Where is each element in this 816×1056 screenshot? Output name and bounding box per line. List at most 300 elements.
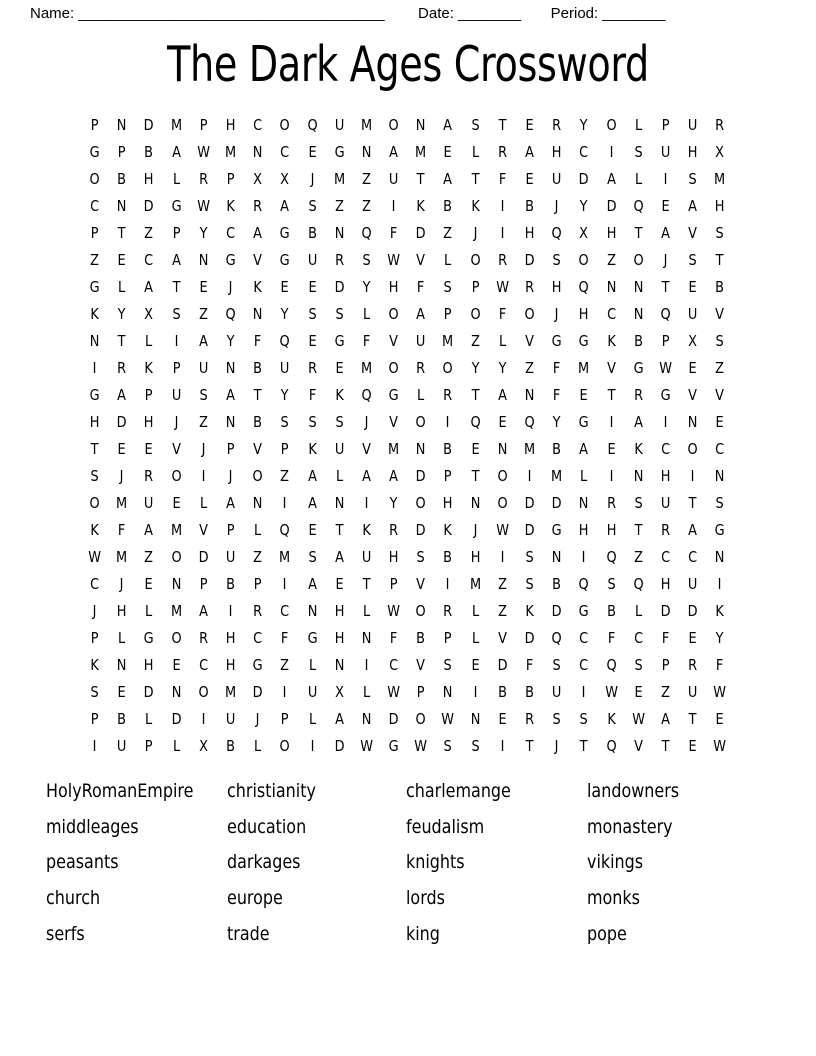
grid-letter[interactable]: O	[578, 251, 590, 269]
grid-letter[interactable]: Q	[524, 413, 535, 431]
grid-letter[interactable]: S	[172, 305, 181, 323]
grid-letter[interactable]: K	[307, 440, 317, 458]
grid-letter[interactable]: S	[443, 737, 453, 755]
word-bank-item[interactable]: church	[46, 887, 101, 910]
grid-letter[interactable]: N	[361, 143, 372, 161]
grid-letter[interactable]: T	[688, 494, 697, 512]
grid-letter[interactable]: R	[416, 359, 426, 377]
grid-letter[interactable]: P	[444, 467, 452, 485]
grid-letter[interactable]: U	[687, 575, 698, 593]
grid-letter[interactable]: N	[89, 332, 100, 350]
grid-letter[interactable]: L	[172, 737, 180, 755]
grid-letter[interactable]: T	[634, 224, 643, 242]
grid-letter[interactable]: B	[552, 440, 562, 458]
grid-letter[interactable]: P	[199, 575, 208, 593]
grid-letter[interactable]: O	[415, 710, 426, 728]
grid-letter[interactable]: A	[144, 521, 154, 539]
grid-letter[interactable]: D	[524, 629, 535, 647]
grid-letter[interactable]: H	[715, 197, 725, 215]
grid-letter[interactable]: G	[252, 656, 263, 674]
word-bank-item[interactable]: monks	[587, 887, 640, 910]
grid-letter[interactable]: J	[663, 251, 668, 269]
grid-letter[interactable]: E	[172, 656, 181, 674]
grid-letter[interactable]: A	[497, 386, 507, 404]
grid-letter[interactable]: P	[172, 359, 181, 377]
grid-letter[interactable]: F	[362, 332, 371, 350]
grid-letter[interactable]: U	[687, 116, 698, 134]
grid-letter[interactable]: P	[145, 737, 153, 755]
word-bank-item[interactable]: christianity	[227, 780, 316, 802]
grid-letter[interactable]: S	[307, 413, 317, 431]
grid-letter[interactable]: C	[280, 602, 290, 620]
grid-letter[interactable]: H	[388, 278, 399, 296]
grid-letter[interactable]: E	[144, 440, 154, 458]
grid-letter[interactable]: A	[307, 575, 317, 593]
grid-letter[interactable]: S	[715, 224, 725, 242]
grid-letter[interactable]: C	[579, 143, 589, 161]
grid-letter[interactable]: C	[90, 197, 100, 215]
grid-letter[interactable]: X	[198, 737, 208, 755]
grid-letter[interactable]: F	[389, 224, 398, 242]
grid-letter[interactable]: W	[713, 737, 727, 755]
grid-letter[interactable]: U	[225, 548, 236, 566]
grid-letter[interactable]: E	[172, 494, 181, 512]
grid-letter[interactable]: W	[196, 197, 210, 215]
grid-letter[interactable]: I	[92, 737, 97, 755]
grid-letter[interactable]: J	[473, 521, 478, 539]
grid-letter[interactable]: A	[198, 602, 208, 620]
grid-letter[interactable]: G	[714, 521, 725, 539]
grid-letter[interactable]: N	[307, 602, 317, 620]
grid-letter[interactable]: H	[660, 575, 671, 593]
grid-letter[interactable]: G	[578, 413, 589, 431]
grid-letter[interactable]: P	[90, 710, 99, 728]
grid-letter[interactable]: E	[308, 143, 317, 161]
grid-letter[interactable]: G	[334, 332, 345, 350]
grid-letter[interactable]: S	[471, 116, 480, 134]
grid-letter[interactable]: L	[362, 602, 371, 620]
grid-letter[interactable]: O	[497, 467, 508, 485]
grid-letter[interactable]: H	[89, 413, 100, 431]
grid-letter[interactable]: W	[387, 683, 401, 701]
grid-letter[interactable]: C	[389, 656, 399, 674]
grid-letter[interactable]: Y	[580, 116, 588, 134]
grid-letter[interactable]: S	[688, 251, 697, 269]
grid-letter[interactable]: H	[334, 602, 345, 620]
grid-letter[interactable]: U	[307, 683, 317, 701]
grid-letter[interactable]: V	[253, 251, 263, 269]
grid-letter[interactable]: V	[606, 359, 616, 377]
grid-letter[interactable]: B	[253, 413, 263, 431]
grid-letter[interactable]: S	[90, 683, 99, 701]
grid-letter[interactable]: M	[388, 440, 400, 458]
grid-letter[interactable]: O	[171, 629, 182, 647]
grid-letter[interactable]: A	[688, 197, 698, 215]
grid-letter[interactable]: X	[334, 683, 344, 701]
grid-letter[interactable]: I	[310, 737, 315, 755]
grid-letter[interactable]: H	[116, 602, 127, 620]
grid-letter[interactable]: Z	[497, 575, 507, 593]
grid-letter[interactable]: C	[579, 656, 589, 674]
grid-letter[interactable]: A	[416, 305, 426, 323]
grid-letter[interactable]: G	[89, 278, 100, 296]
grid-letter[interactable]: R	[198, 629, 208, 647]
grid-letter[interactable]: B	[525, 683, 535, 701]
grid-letter[interactable]: C	[90, 575, 100, 593]
grid-letter[interactable]: N	[416, 440, 426, 458]
grid-letter[interactable]: D	[524, 521, 535, 539]
grid-letter[interactable]: A	[389, 143, 399, 161]
grid-letter[interactable]: E	[688, 359, 697, 377]
grid-letter[interactable]: T	[607, 386, 616, 404]
grid-letter[interactable]: N	[171, 575, 181, 593]
grid-letter[interactable]: E	[634, 683, 643, 701]
grid-letter[interactable]: A	[198, 332, 208, 350]
grid-letter[interactable]: D	[415, 467, 426, 485]
grid-letter[interactable]: O	[470, 251, 481, 269]
grid-letter[interactable]: Z	[497, 602, 507, 620]
grid-letter[interactable]: C	[226, 224, 236, 242]
grid-letter[interactable]: B	[253, 359, 263, 377]
grid-letter[interactable]: C	[144, 251, 154, 269]
grid-letter[interactable]: E	[607, 440, 616, 458]
word-bank-item[interactable]: vikings	[587, 851, 644, 874]
grid-letter[interactable]: A	[171, 251, 181, 269]
grid-letter[interactable]: E	[688, 278, 697, 296]
grid-letter[interactable]: P	[172, 224, 181, 242]
grid-letter[interactable]: O	[171, 548, 182, 566]
grid-letter[interactable]: T	[525, 737, 534, 755]
grid-letter[interactable]: B	[226, 737, 235, 755]
grid-letter[interactable]: C	[633, 629, 643, 647]
grid-letter[interactable]: R	[307, 359, 317, 377]
grid-letter[interactable]: B	[226, 575, 235, 593]
grid-letter[interactable]: L	[417, 386, 425, 404]
grid-letter[interactable]: I	[609, 413, 614, 431]
grid-letter[interactable]: L	[362, 683, 371, 701]
grid-letter[interactable]: E	[498, 710, 507, 728]
grid-letter[interactable]: I	[282, 575, 287, 593]
grid-letter[interactable]: U	[361, 548, 372, 566]
grid-letter[interactable]: Z	[90, 251, 100, 269]
grid-letter[interactable]: C	[280, 143, 290, 161]
word-bank-item[interactable]: europe	[227, 887, 283, 910]
grid-letter[interactable]: T	[471, 170, 480, 188]
grid-letter[interactable]: M	[116, 548, 128, 566]
grid-letter[interactable]: E	[471, 440, 480, 458]
grid-letter[interactable]: I	[582, 548, 586, 566]
grid-letter[interactable]: L	[145, 602, 153, 620]
grid-letter[interactable]: N	[470, 710, 481, 728]
grid-letter[interactable]: E	[144, 575, 154, 593]
word-bank-item[interactable]: charlemange	[406, 780, 511, 802]
grid-letter[interactable]: G	[388, 737, 399, 755]
grid-letter[interactable]: B	[117, 710, 127, 728]
grid-letter[interactable]: E	[308, 332, 317, 350]
grid-letter[interactable]: U	[660, 494, 671, 512]
word-bank-item[interactable]: HolyRomanEmpire	[46, 780, 194, 802]
grid-letter[interactable]: H	[579, 305, 589, 323]
grid-letter[interactable]: P	[253, 575, 262, 593]
grid-letter[interactable]: S	[471, 737, 480, 755]
grid-letter[interactable]: I	[228, 602, 233, 620]
grid-letter[interactable]: Y	[362, 278, 371, 296]
grid-letter[interactable]: B	[144, 143, 154, 161]
grid-letter[interactable]: W	[88, 548, 101, 566]
grid-letter[interactable]: V	[416, 575, 426, 593]
grid-letter[interactable]: M	[116, 494, 128, 512]
grid-letter[interactable]: I	[282, 683, 287, 701]
grid-letter[interactable]: X	[715, 143, 725, 161]
grid-letter[interactable]: G	[334, 143, 345, 161]
grid-letter[interactable]: Z	[253, 548, 263, 566]
grid-letter[interactable]: H	[524, 224, 535, 242]
grid-letter[interactable]: A	[443, 116, 453, 134]
grid-letter[interactable]: H	[606, 224, 617, 242]
grid-letter[interactable]: B	[552, 575, 562, 593]
grid-letter[interactable]: S	[307, 197, 317, 215]
grid-letter[interactable]: P	[90, 224, 99, 242]
grid-letter[interactable]: L	[444, 251, 452, 269]
grid-letter[interactable]: J	[554, 737, 559, 755]
grid-letter[interactable]: D	[388, 710, 399, 728]
grid-letter[interactable]: I	[663, 170, 668, 188]
grid-letter[interactable]: Z	[633, 548, 643, 566]
grid-letter[interactable]: N	[606, 278, 616, 296]
name-write-in-rule[interactable]: _______________________________________	[78, 4, 385, 22]
grid-letter[interactable]: L	[580, 467, 588, 485]
grid-letter[interactable]: E	[308, 278, 317, 296]
grid-letter[interactable]: L	[118, 278, 126, 296]
word-bank-item[interactable]: feudalism	[406, 815, 485, 838]
grid-letter[interactable]: R	[497, 251, 507, 269]
grid-letter[interactable]: U	[552, 170, 562, 188]
grid-letter[interactable]: E	[335, 575, 344, 593]
grid-letter[interactable]: U	[687, 683, 698, 701]
grid-letter[interactable]: N	[334, 656, 345, 674]
grid-letter[interactable]: R	[661, 521, 671, 539]
grid-letter[interactable]: H	[225, 116, 236, 134]
grid-letter[interactable]: I	[473, 683, 478, 701]
grid-letter[interactable]: S	[525, 548, 534, 566]
grid-letter[interactable]: O	[633, 251, 644, 269]
grid-letter[interactable]: Z	[198, 305, 208, 323]
grid-letter[interactable]: M	[360, 116, 373, 134]
grid-letter[interactable]: M	[224, 683, 237, 701]
grid-letter[interactable]: S	[335, 305, 344, 323]
grid-letter[interactable]: L	[362, 305, 371, 323]
grid-letter[interactable]: O	[279, 737, 290, 755]
grid-letter[interactable]: R	[633, 386, 643, 404]
grid-letter[interactable]: K	[144, 359, 154, 377]
grid-letter[interactable]: X	[688, 332, 698, 350]
grid-letter[interactable]: Q	[606, 548, 617, 566]
grid-letter[interactable]: P	[226, 440, 235, 458]
grid-letter[interactable]: N	[524, 386, 535, 404]
grid-letter[interactable]: R	[253, 197, 263, 215]
grid-letter[interactable]: Q	[307, 116, 318, 134]
grid-letter[interactable]: Q	[578, 575, 590, 593]
grid-letter[interactable]: S	[90, 467, 99, 485]
grid-letter[interactable]: I	[500, 197, 505, 215]
grid-letter[interactable]: W	[496, 278, 509, 296]
grid-letter[interactable]: M	[333, 170, 345, 188]
grid-letter[interactable]: P	[661, 656, 670, 674]
grid-letter[interactable]: Y	[552, 413, 561, 431]
grid-letter[interactable]: I	[282, 494, 287, 512]
grid-letter[interactable]: A	[226, 494, 235, 512]
grid-letter[interactable]: F	[281, 629, 289, 647]
grid-letter[interactable]: M	[714, 170, 726, 188]
grid-letter[interactable]: U	[171, 386, 181, 404]
grid-letter[interactable]: N	[579, 494, 589, 512]
grid-letter[interactable]: E	[661, 197, 670, 215]
grid-letter[interactable]: I	[663, 413, 668, 431]
grid-letter[interactable]: J	[255, 710, 260, 728]
grid-letter[interactable]: Q	[606, 737, 617, 755]
grid-letter[interactable]: Y	[498, 359, 507, 377]
word-bank-item[interactable]: education	[227, 815, 307, 838]
grid-letter[interactable]: L	[498, 332, 506, 350]
grid-letter[interactable]: T	[471, 467, 480, 485]
grid-letter[interactable]: H	[225, 656, 236, 674]
grid-letter[interactable]: W	[604, 683, 618, 701]
grid-letter[interactable]: R	[525, 278, 535, 296]
grid-letter[interactable]: P	[226, 170, 235, 188]
grid-letter[interactable]: A	[688, 521, 698, 539]
grid-letter[interactable]: O	[388, 116, 399, 134]
grid-letter[interactable]: Q	[578, 278, 590, 296]
grid-letter[interactable]: B	[443, 548, 453, 566]
grid-letter[interactable]: I	[500, 224, 505, 242]
grid-letter[interactable]: L	[471, 602, 479, 620]
grid-letter[interactable]: K	[90, 305, 99, 323]
grid-letter[interactable]: O	[252, 467, 263, 485]
grid-letter[interactable]: N	[116, 197, 127, 215]
grid-letter[interactable]: A	[307, 467, 317, 485]
word-search-grid[interactable]	[81, 112, 735, 760]
grid-letter[interactable]: N	[334, 224, 345, 242]
grid-letter[interactable]: V	[688, 224, 698, 242]
grid-letter[interactable]: S	[443, 656, 453, 674]
grid-letter[interactable]: R	[443, 386, 453, 404]
grid-letter[interactable]: T	[362, 575, 371, 593]
grid-letter[interactable]: L	[145, 332, 153, 350]
grid-letter[interactable]: I	[391, 197, 396, 215]
grid-letter[interactable]: F	[417, 278, 425, 296]
grid-letter[interactable]: K	[634, 440, 643, 458]
grid-letter[interactable]: F	[553, 359, 561, 377]
grid-letter[interactable]: B	[715, 278, 725, 296]
grid-letter[interactable]: D	[551, 602, 562, 620]
grid-letter[interactable]: H	[443, 494, 453, 512]
grid-letter[interactable]: B	[443, 197, 453, 215]
grid-letter[interactable]: A	[334, 548, 344, 566]
grid-letter[interactable]: Q	[361, 224, 372, 242]
grid-letter[interactable]: I	[690, 467, 695, 485]
grid-letter[interactable]: P	[281, 710, 289, 728]
grid-letter[interactable]: D	[143, 683, 154, 701]
grid-letter[interactable]: S	[525, 575, 534, 593]
grid-letter[interactable]: I	[500, 548, 505, 566]
grid-letter[interactable]: Z	[661, 683, 670, 701]
grid-letter[interactable]: I	[527, 467, 532, 485]
grid-letter[interactable]: V	[198, 521, 208, 539]
grid-letter[interactable]: T	[335, 521, 344, 539]
grid-letter[interactable]: E	[525, 170, 534, 188]
grid-letter[interactable]: S	[579, 710, 589, 728]
grid-letter[interactable]: N	[470, 494, 481, 512]
grid-letter[interactable]: L	[199, 494, 207, 512]
grid-letter[interactable]: D	[415, 521, 426, 539]
grid-letter[interactable]: V	[253, 440, 263, 458]
grid-letter[interactable]: T	[117, 224, 126, 242]
grid-letter[interactable]: N	[252, 494, 263, 512]
grid-letter[interactable]: G	[89, 386, 100, 404]
grid-letter[interactable]: W	[713, 683, 727, 701]
grid-letter[interactable]: V	[416, 251, 426, 269]
grid-letter[interactable]: Y	[280, 305, 289, 323]
grid-letter[interactable]: U	[280, 359, 290, 377]
grid-letter[interactable]: H	[579, 521, 589, 539]
grid-letter[interactable]: T	[661, 278, 670, 296]
grid-letter[interactable]: M	[360, 359, 373, 377]
grid-letter[interactable]: K	[416, 197, 426, 215]
grid-letter[interactable]: D	[198, 548, 209, 566]
grid-letter[interactable]: B	[307, 224, 317, 242]
grid-letter[interactable]: V	[715, 305, 725, 323]
grid-letter[interactable]: R	[688, 656, 698, 674]
grid-letter[interactable]: Y	[580, 197, 588, 215]
grid-letter[interactable]: S	[335, 413, 344, 431]
grid-letter[interactable]: S	[307, 548, 317, 566]
grid-letter[interactable]: U	[660, 143, 671, 161]
grid-letter[interactable]: Z	[362, 197, 371, 215]
grid-letter[interactable]: W	[659, 359, 672, 377]
grid-letter[interactable]: V	[633, 737, 643, 755]
grid-letter[interactable]: O	[198, 683, 209, 701]
grid-letter[interactable]: J	[554, 197, 559, 215]
grid-letter[interactable]: L	[118, 629, 126, 647]
grid-letter[interactable]: G	[551, 332, 562, 350]
grid-letter[interactable]: B	[606, 602, 616, 620]
grid-letter[interactable]: T	[253, 386, 262, 404]
grid-letter[interactable]: J	[364, 413, 369, 431]
grid-letter[interactable]: M	[170, 116, 182, 134]
word-bank-item[interactable]: knights	[406, 851, 465, 874]
grid-letter[interactable]: V	[362, 440, 371, 458]
grid-letter[interactable]: N	[361, 629, 372, 647]
grid-letter[interactable]: S	[362, 251, 371, 269]
grid-letter[interactable]: P	[281, 440, 289, 458]
grid-letter[interactable]: N	[252, 143, 263, 161]
grid-letter[interactable]: H	[225, 629, 236, 647]
grid-letter[interactable]: D	[551, 494, 562, 512]
grid-letter[interactable]: L	[308, 710, 316, 728]
grid-letter[interactable]: D	[687, 602, 698, 620]
grid-letter[interactable]: D	[524, 494, 535, 512]
grid-letter[interactable]: A	[144, 278, 154, 296]
grid-letter[interactable]: A	[661, 224, 670, 242]
grid-letter[interactable]: Z	[443, 224, 453, 242]
grid-letter[interactable]: R	[715, 116, 725, 134]
grid-letter[interactable]: R	[389, 521, 399, 539]
grid-letter[interactable]: A	[334, 710, 344, 728]
grid-letter[interactable]: A	[171, 143, 181, 161]
grid-letter[interactable]: G	[279, 251, 290, 269]
grid-letter[interactable]: S	[199, 386, 208, 404]
grid-letter[interactable]: F	[118, 521, 126, 539]
